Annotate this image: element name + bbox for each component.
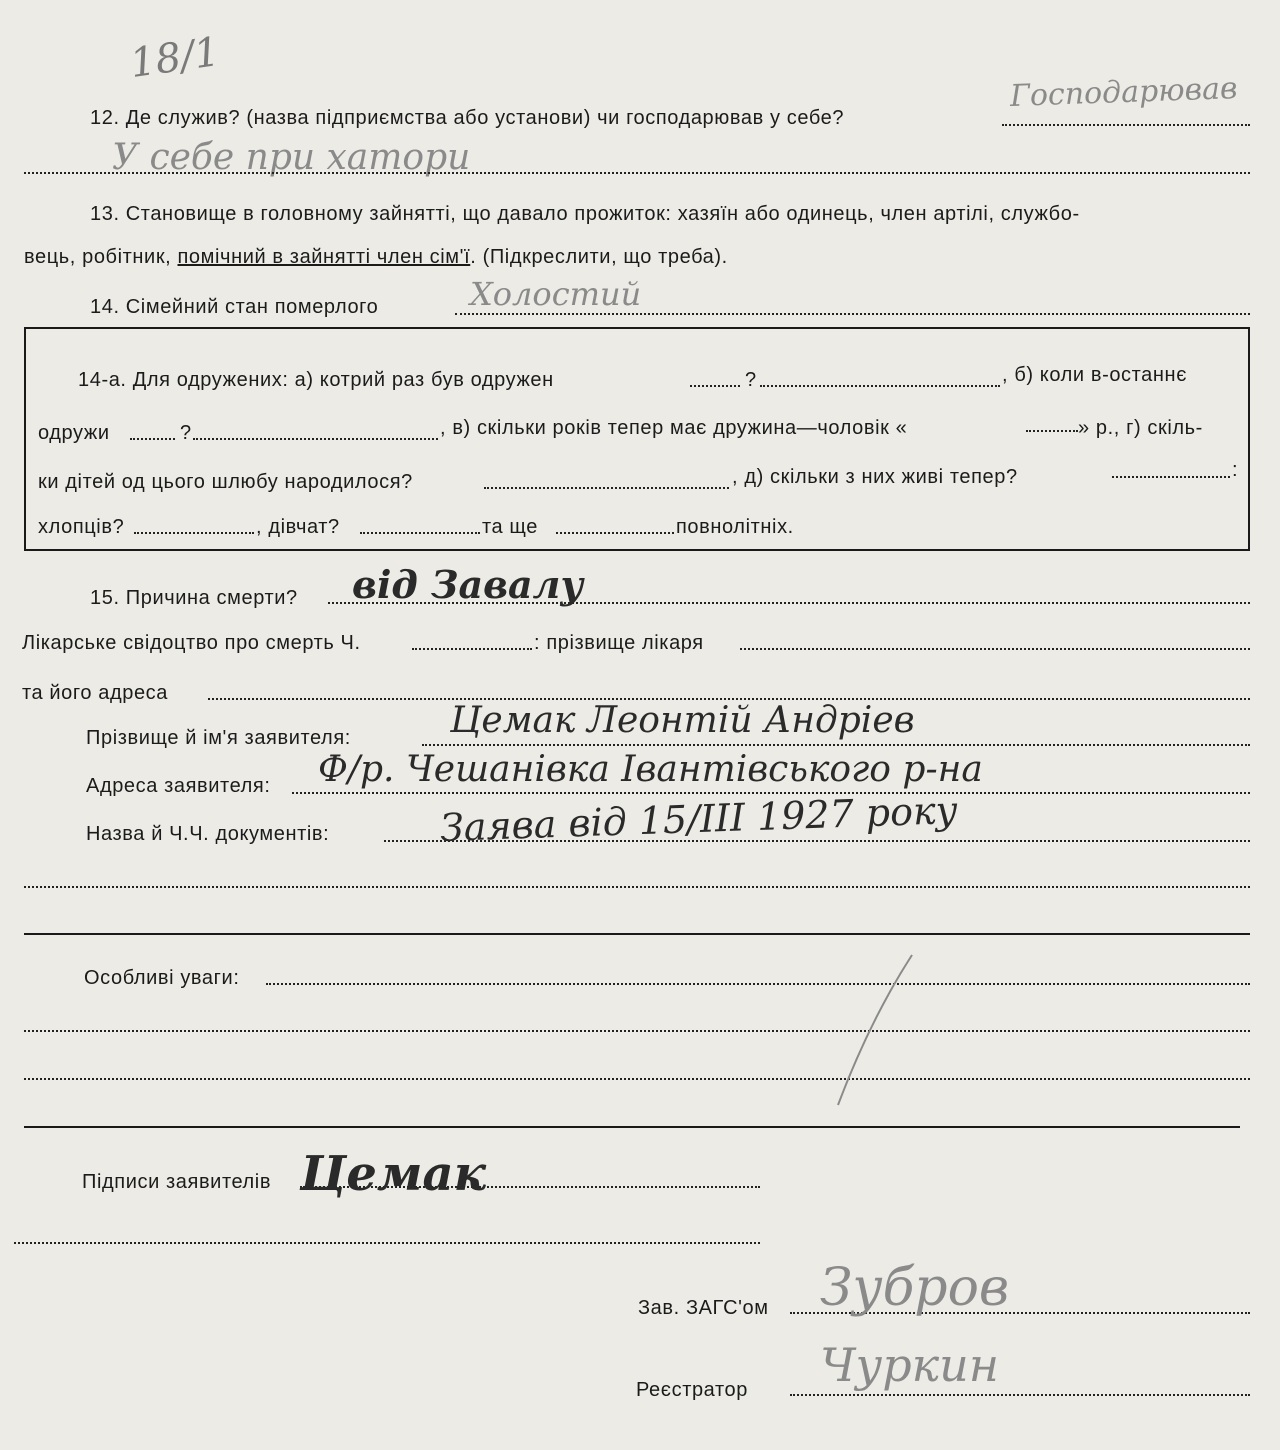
q14-answer-line[interactable] xyxy=(455,313,1250,315)
documents-label: Назва й Ч.Ч. документів: xyxy=(86,823,330,845)
medical-cert-number-field[interactable] xyxy=(412,648,532,650)
applicant-name-field[interactable] xyxy=(422,744,1250,746)
q15-answer: від Завалу xyxy=(352,562,584,607)
q14a-children-born-field[interactable] xyxy=(484,487,729,489)
applicant-address-value: Ф/р. Чешанівка Івантівського р-на xyxy=(318,749,983,790)
medical-cert-label: Лікарське свідоцтво про смерть Ч. xyxy=(22,632,361,654)
applicant-name-value: Цемак Леонтій Андріев xyxy=(450,700,915,741)
q14a-line2-a: одружи xyxy=(38,422,110,444)
q14a-line3-c: : xyxy=(1232,459,1239,481)
q14-answer: Холостий xyxy=(470,275,642,313)
doctor-label: : прізвище лікаря xyxy=(534,632,704,654)
q14a-last-married-field[interactable] xyxy=(130,438,175,440)
q14a-spouse-age-field[interactable] xyxy=(1026,430,1078,432)
q13-line1: 13. Становище в головному зайнятті, що давало прожиток: хазяїн або одинець, член артілі, службо- xyxy=(90,203,1080,225)
documents-value: Заява від 15/III 1927 року xyxy=(439,787,959,851)
registrar-label: Реєстратор xyxy=(636,1379,748,1401)
q14-label: 14. Сімейний стан померлого xyxy=(90,296,379,318)
remarks-label: Особливі уваги: xyxy=(84,967,240,989)
q13-options-end: . (Підкреслити, що треба). xyxy=(470,246,728,268)
q14a-times-married-field-2[interactable] xyxy=(760,385,1000,387)
q12-answer-1: Господарював xyxy=(1009,71,1238,114)
registrar-signature: Чуркин xyxy=(820,1338,1000,1392)
section-divider-2 xyxy=(24,1126,1240,1128)
head-label: Зав. ЗАГС'ом xyxy=(638,1297,769,1319)
q14a-line2-q: ? xyxy=(180,422,192,444)
q14a-boys-field[interactable] xyxy=(134,532,254,534)
section-divider-1 xyxy=(24,933,1250,935)
remarks-field-1[interactable] xyxy=(266,983,1250,985)
q14a-line1-a: 14-а. Для одружених: а) котрий раз був одружен xyxy=(78,369,554,391)
doctor-address-label: та його адреса xyxy=(22,682,169,704)
q14a-times-married-field[interactable] xyxy=(690,385,740,387)
applicant-address-label: Адреса заявителя: xyxy=(86,775,271,797)
q13-options-start: вець, робітник, xyxy=(24,246,178,268)
sheet-number: 18/1 xyxy=(127,28,223,88)
extra-line[interactable] xyxy=(24,886,1250,888)
registrar-signature-line[interactable] xyxy=(790,1394,1250,1396)
q14a-line4-d: повнолітніх. xyxy=(676,516,794,538)
q14a-adults-field[interactable] xyxy=(556,532,674,534)
q12-answer-2: У себе при хатори xyxy=(112,137,471,178)
q14a-line4-c: та ще xyxy=(482,516,538,538)
q13-line2 xyxy=(24,247,728,267)
remarks-field-3[interactable] xyxy=(24,1078,1250,1080)
q14a-line2-c: » р., г) скіль- xyxy=(1078,417,1203,439)
signature-extra-line[interactable] xyxy=(14,1242,760,1244)
doctor-name-field[interactable] xyxy=(740,648,1250,650)
q12-answer-line-2[interactable] xyxy=(24,172,1250,174)
q15-label: 15. Причина смерти? xyxy=(90,587,298,609)
q14a-line3-b: , д) скільки з них живі тепер? xyxy=(732,466,1018,488)
q14a-last-married-field-2[interactable] xyxy=(193,438,438,440)
q12-label: 12. Де служив? (назва підприємства або установи) чи господарював у себе? xyxy=(90,107,845,129)
q14a-line4-a: хлопців? xyxy=(38,516,125,538)
applicant-signature: Цемак xyxy=(300,1146,487,1202)
q14a-children-alive-field[interactable] xyxy=(1112,476,1230,478)
q14a-line3-a: ки дітей од цього шлюбу народилося? xyxy=(38,471,413,493)
q14a-line4-b: , дівчат? xyxy=(256,516,340,538)
q14a-line1-q: ? xyxy=(745,369,757,391)
q14a-girls-field[interactable] xyxy=(360,532,480,534)
applicant-signature-label: Підписи заявителів xyxy=(82,1171,272,1193)
applicant-name-label: Прізвище й ім'я заявителя: xyxy=(86,727,351,749)
q13-selected-option: помічний в зайнятті член сім'ї xyxy=(177,246,471,268)
remarks-field-2[interactable] xyxy=(24,1030,1250,1032)
q12-answer-line[interactable] xyxy=(1002,124,1250,126)
head-signature: Зубров xyxy=(820,1258,1010,1318)
q14a-line2-b: , в) скільки років тепер має дружина—чоловік « xyxy=(440,417,908,439)
q14a-line1-b: , б) коли в-останнє xyxy=(1002,364,1188,386)
